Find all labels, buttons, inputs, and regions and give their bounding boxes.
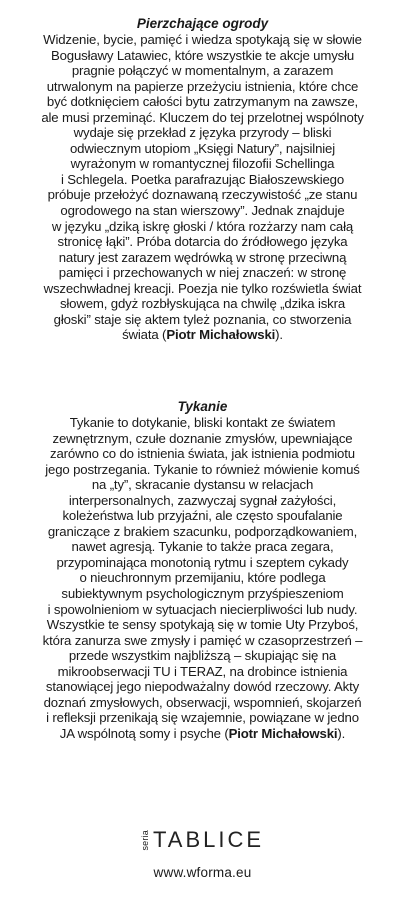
body-line-last — [6, 327, 399, 343]
body-line: natury jest zarazem wędrówką w stronę przeciwną — [58, 249, 347, 265]
body-line: Widzenie, bycie, pamięć i wiedza spotykają się w słowie — [43, 32, 362, 47]
line-text: ). — [275, 327, 283, 343]
line-text: ). — [337, 725, 346, 741]
body-line-last — [6, 726, 399, 742]
section-title: Pierzchające ogrody — [136, 16, 269, 31]
body-line: przypominająca monotonią rytmu i szeptem cykady — [56, 554, 349, 570]
body-line: stanowiącej jego niepodważalny dowód rzeczowy. Akty — [45, 679, 360, 695]
body-line: Bogusławy Latawiec, które wszystkie te akcje umysłu — [50, 47, 355, 63]
publisher-url[interactable]: www.wforma.eu — [153, 865, 252, 880]
body-line: być dotknięciem całości bytu zatrzymanym na zawsze, — [46, 94, 359, 110]
body-line: utrwalonym na papierze przeżyciu istnienia, które chce — [46, 78, 359, 94]
body-line: stronicę łąki”. Próba dotarcia do źródłowego języka — [57, 234, 348, 250]
body-line: i spowolnieniom w sytuacjach niecierpliwości lub nudy. — [47, 601, 358, 617]
body-line: słowem, gdyż rozbłyskująca na chwilę „dzika iskra — [59, 296, 346, 312]
body-line: doznań zmysłowych, obserwacji, wspomnień, skojarzeń — [43, 694, 362, 710]
series-name: TABLICE — [152, 827, 265, 852]
body-line: subiektywnym psychologicznym przyśpieszeniom — [61, 586, 344, 602]
body-line: Wszystkie te sensy spotykają się w tomie Uty Przyboś, — [46, 617, 359, 633]
section-body — [6, 32, 399, 343]
line-text: JA wspólnotą somy i psyche ( — [59, 725, 229, 741]
body-line: i Schlegela. Poetka parafrazując Białoszewskiego — [60, 171, 345, 187]
body-line: pamięci i przechowanych w niej znaczeń: w stronę — [58, 265, 347, 281]
body-line: przede wszystkim najbliższą – skupiając się na — [68, 648, 337, 664]
body-line: ogrodowego na stan wierszowy”. Jednak znajduje — [60, 203, 345, 219]
body-line: graniczące z brakiem szacunku, podporządkowaniem, — [47, 523, 358, 539]
body-line: i refleksji przenikają się wzajemnie, powiązane w jedno — [46, 710, 359, 726]
section-tykanie — [6, 398, 399, 741]
body-line: jego postrzegania. Tykanie to również mówienie komuś — [45, 461, 360, 477]
body-line: zewnętrznym, czułe doznanie zmysłów, upewniające — [52, 430, 353, 446]
body-line: Tykanie to dotykanie, bliski kontakt ze światem — [69, 415, 336, 430]
body-line: o nieuchronnym przemijaniu, które podlega — [79, 570, 326, 586]
body-line: koleżeństwa lub przyjaźni, ale często spoufalanie — [62, 508, 343, 524]
body-line: ale musi przeminąć. Kluczem do tej przelotnej wspólnoty — [41, 109, 364, 125]
author-name: Piotr Michałowski — [166, 327, 276, 343]
body-line: próbuje przełożyć doznawaną rzeczywistość „ze stanu — [47, 187, 358, 203]
series-label: seria — [139, 829, 150, 851]
body-line: wyrażonym w romantycznej filozofii Schellinga — [70, 156, 335, 172]
body-line: wszechwładnej kreacji. Poezja nie tylko rozświetla świat — [43, 280, 362, 296]
body-line: na „ty”, skracanie dystansu w relacjach — [91, 477, 314, 493]
body-line: która zanurza swe zmysły i pamięć w czasoprzestrzeń – — [42, 632, 363, 648]
body-line: wydaje się przekład z języka przyrody – bliski — [73, 125, 332, 141]
section-pierzchajace-ogrody — [6, 15, 399, 343]
section-title: Tykanie — [177, 399, 228, 414]
body-line: głoski” staje się aktem tyleż poznania, co stworzenia — [53, 311, 352, 327]
series-logo — [0, 827, 405, 853]
body-line: interpersonalnych, zazwyczaj sygnał zażyłości, — [68, 492, 337, 508]
line-text: świata ( — [122, 327, 167, 343]
body-line: odwiecznym utopiom „Księgi Natury”, najsilniej — [69, 140, 335, 156]
body-line: mikroobserwacji TU i TERAZ, na drobince istnienia — [57, 663, 348, 679]
body-line: zarówno co do istnienia świata, jak istnienia podmiotu — [50, 446, 355, 462]
body-line: w języku „dziką iskrę głoski / która rozżarzy nam całą — [51, 218, 354, 234]
body-line: nawet agresją. Tykanie to także praca zegara, — [71, 539, 334, 555]
author-name: Piotr Michałowski — [228, 725, 338, 741]
body-line: pragnie połączyć w momentalnym, a zarazem — [71, 63, 334, 79]
section-body — [6, 415, 399, 741]
